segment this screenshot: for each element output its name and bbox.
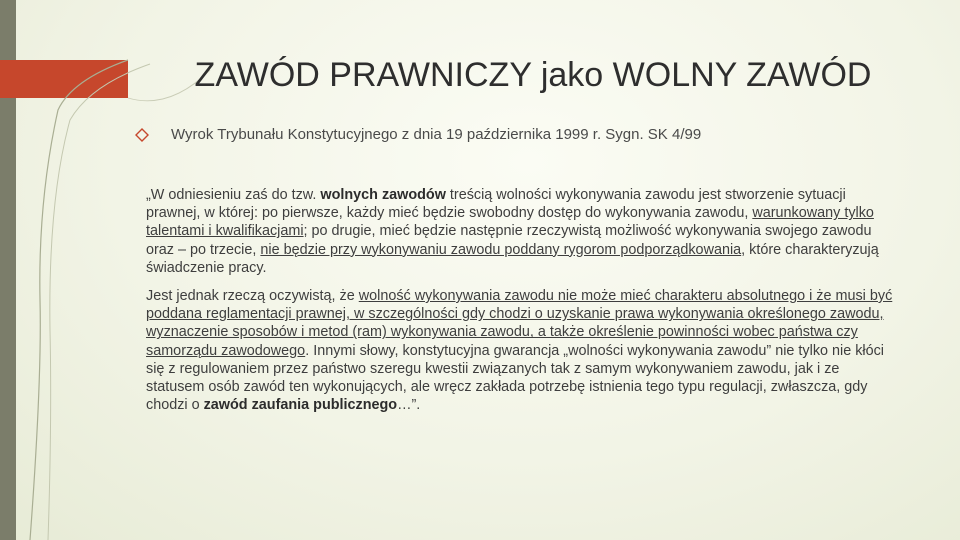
paragraph-1-underlined: nie będzie przy wykonywaniu zawodu poddany rygorom podporządkowania <box>260 241 742 258</box>
paragraph-2 <box>146 287 898 414</box>
paragraph-2-segment: …”. <box>397 397 421 414</box>
paragraph-1-underlined: warunkowany tylko talentami i kwalifikacjami <box>146 205 874 240</box>
paragraph-1-segment: „W odniesieniu zaś do tzw. <box>146 187 321 203</box>
diamond-outline-icon <box>135 128 149 142</box>
bullet-item <box>135 126 915 143</box>
paragraph-2-bold: zawód zaufania publicznego <box>203 397 398 414</box>
paragraph-1-segment: ; po drugie, mieć będzie następnie rzeczywistą możliwość wykonywania swojego zawodu oraz – po trzecie, <box>146 223 872 258</box>
bullet-text: Wyrok Trybunału Konstytucyjnego z dnia 19 października 1999 r. Sygn. SK 4/99 <box>171 126 702 143</box>
paragraph-2-underlined: wolność wykonywania zawodu nie może mieć charakteru absolutnego i że musi być poddana reglamentacji prawnej, w szczególności gdy chodzi o uzyskanie prawa wykonywania określonego zawodu, wyznaczenie sposobów i metod (ram) wykonywania zawodu, a także określenie powinności wobec państwa czy samorządu zawodowego <box>146 288 893 359</box>
title-accent-bar <box>0 60 128 98</box>
paragraph-2-segment: . Innymi słowy, konstytucyjna gwarancja „wolności wykonywania zawodu” nie tylko nie kłóci się z regulowaniem przez państwo szeregu kwestii związanych tak z samym wykonywaniem zawodu, jak i ze statusem osób zawód ten wykonujących, ale wręcz zakłada potrzebę istnienia tego typu regulacji, zwłaszcza, gdy chodzi o <box>146 342 885 414</box>
paragraph-1-segment: treścią wolności wykonywania zawodu jest stworzenie sytuacji prawnej, w której: po pierwsze, każdy mieć będzie swobodny dostęp do wykonywania zawodu, <box>146 187 846 222</box>
paragraph-1-segment: , które charakteryzują świadczenie pracy. <box>146 241 879 276</box>
paragraph-1-bold: wolnych zawodów <box>320 187 446 203</box>
slide-title: ZAWÓD PRAWNICZY jako WOLNY ZAWÓD <box>194 56 872 94</box>
quote-body <box>146 186 898 424</box>
paragraph-2-segment: Jest jednak rzeczą oczywistą, że <box>146 288 359 305</box>
paragraph-1 <box>146 186 898 277</box>
